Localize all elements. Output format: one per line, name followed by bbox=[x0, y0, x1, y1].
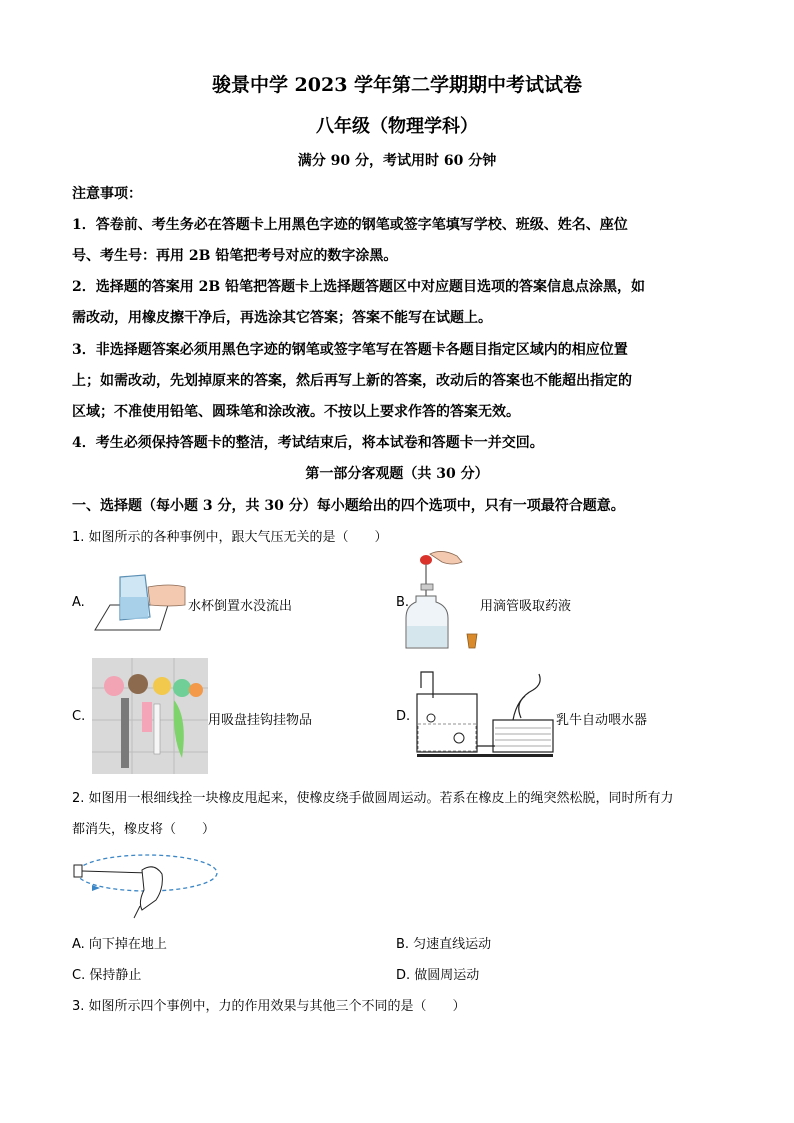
q1-option-b-text: 用滴管吸取药液 bbox=[480, 599, 572, 614]
exam-subtitle: 八年级（物理学科） bbox=[316, 116, 478, 137]
score-info: 满分 90 分，考试用时 60 分钟 bbox=[297, 153, 497, 169]
suction-hooks-image bbox=[92, 658, 208, 774]
part1-title: 第一部分客观题（共 30 分） bbox=[305, 466, 489, 482]
q1-option-a-letter[interactable]: A. bbox=[72, 595, 85, 610]
q2-stem-line1: 2. 如图用一根细线拴一块橡皮甩起来，使橡皮绕手做圆周运动。若系在橡皮上的绳突然松脱，同时所有力 bbox=[72, 791, 674, 806]
notes-line: 上；如需改动，先划掉原来的答案，然后再写上新的答案，改动后的答案也不能超出指定的 bbox=[72, 373, 632, 389]
exam-title: 骏景中学 2023 学年第二学期期中考试试卷 bbox=[211, 74, 583, 96]
q2-option-b[interactable]: B. 匀速直线运动 bbox=[396, 937, 492, 952]
q2-stem-line2: 都消失，橡皮将（ ） bbox=[72, 822, 216, 837]
notes-line: 1．答卷前、考生务必在答题卡上用黑色字迹的钢笔或签字笔填写学校、班级、姓名、座位 bbox=[72, 217, 628, 233]
q1-option-a-text: 水杯倒置水没流出 bbox=[188, 599, 293, 614]
q2-option-a[interactable]: A. 向下掉在地上 bbox=[72, 937, 167, 952]
notes-line: 2．选择题的答案用 2B 铅笔把答题卡上选择题答题区中对应题目选项的答案信息点涂黑，如 bbox=[72, 279, 646, 295]
q1-option-d-text: 乳牛自动喂水器 bbox=[556, 713, 648, 728]
inverted-cup-image bbox=[90, 565, 190, 635]
notes-line: 3．非选择题答案必须用黑色字迹的钢笔或签字笔写在答题卡各题目指定区域内的相应位置 bbox=[72, 342, 628, 358]
notes-heading: 注意事项： bbox=[72, 186, 142, 202]
q1-stem: 1. 如图所示的各种事例中，跟大气压无关的是（ ） bbox=[72, 530, 388, 545]
dropper-bottle-image bbox=[412, 548, 482, 653]
section-heading: 一、选择题（每小题 3 分，共 30 分）每小题给出的四个选项中，只有一项最符合题意。 bbox=[72, 498, 625, 514]
notes-line: 需改动，用橡皮擦干净后，再选涂其它答案；答案不能写在试题上。 bbox=[72, 310, 492, 326]
q3-stem: 3. 如图所示四个事例中，力的作用效果与其他三个不同的是（ ） bbox=[72, 999, 466, 1014]
notes-line: 4．考生必须保持答题卡的整洁，考试结束后，将本试卷和答题卡一并交回。 bbox=[72, 435, 544, 451]
q2-option-d[interactable]: D. 做圆周运动 bbox=[396, 968, 480, 983]
q1-option-d-letter[interactable]: D. bbox=[396, 709, 411, 724]
notes-line: 区域；不准使用铅笔、圆珠笔和涂改液。不按以上要求作答的答案无效。 bbox=[72, 404, 520, 420]
automatic-waterer-image bbox=[415, 668, 555, 760]
eraser-circular-motion-image bbox=[72, 840, 222, 920]
q1-option-c-letter[interactable]: C. bbox=[72, 709, 86, 724]
q1-option-b-letter[interactable]: B. bbox=[396, 595, 410, 610]
notes-line: 号、考生号：再用 2B 铅笔把考号对应的数字涂黑。 bbox=[72, 248, 398, 264]
q2-option-c[interactable]: C. 保持静止 bbox=[72, 968, 142, 983]
q1-option-c-text: 用吸盘挂钩挂物品 bbox=[208, 713, 313, 728]
